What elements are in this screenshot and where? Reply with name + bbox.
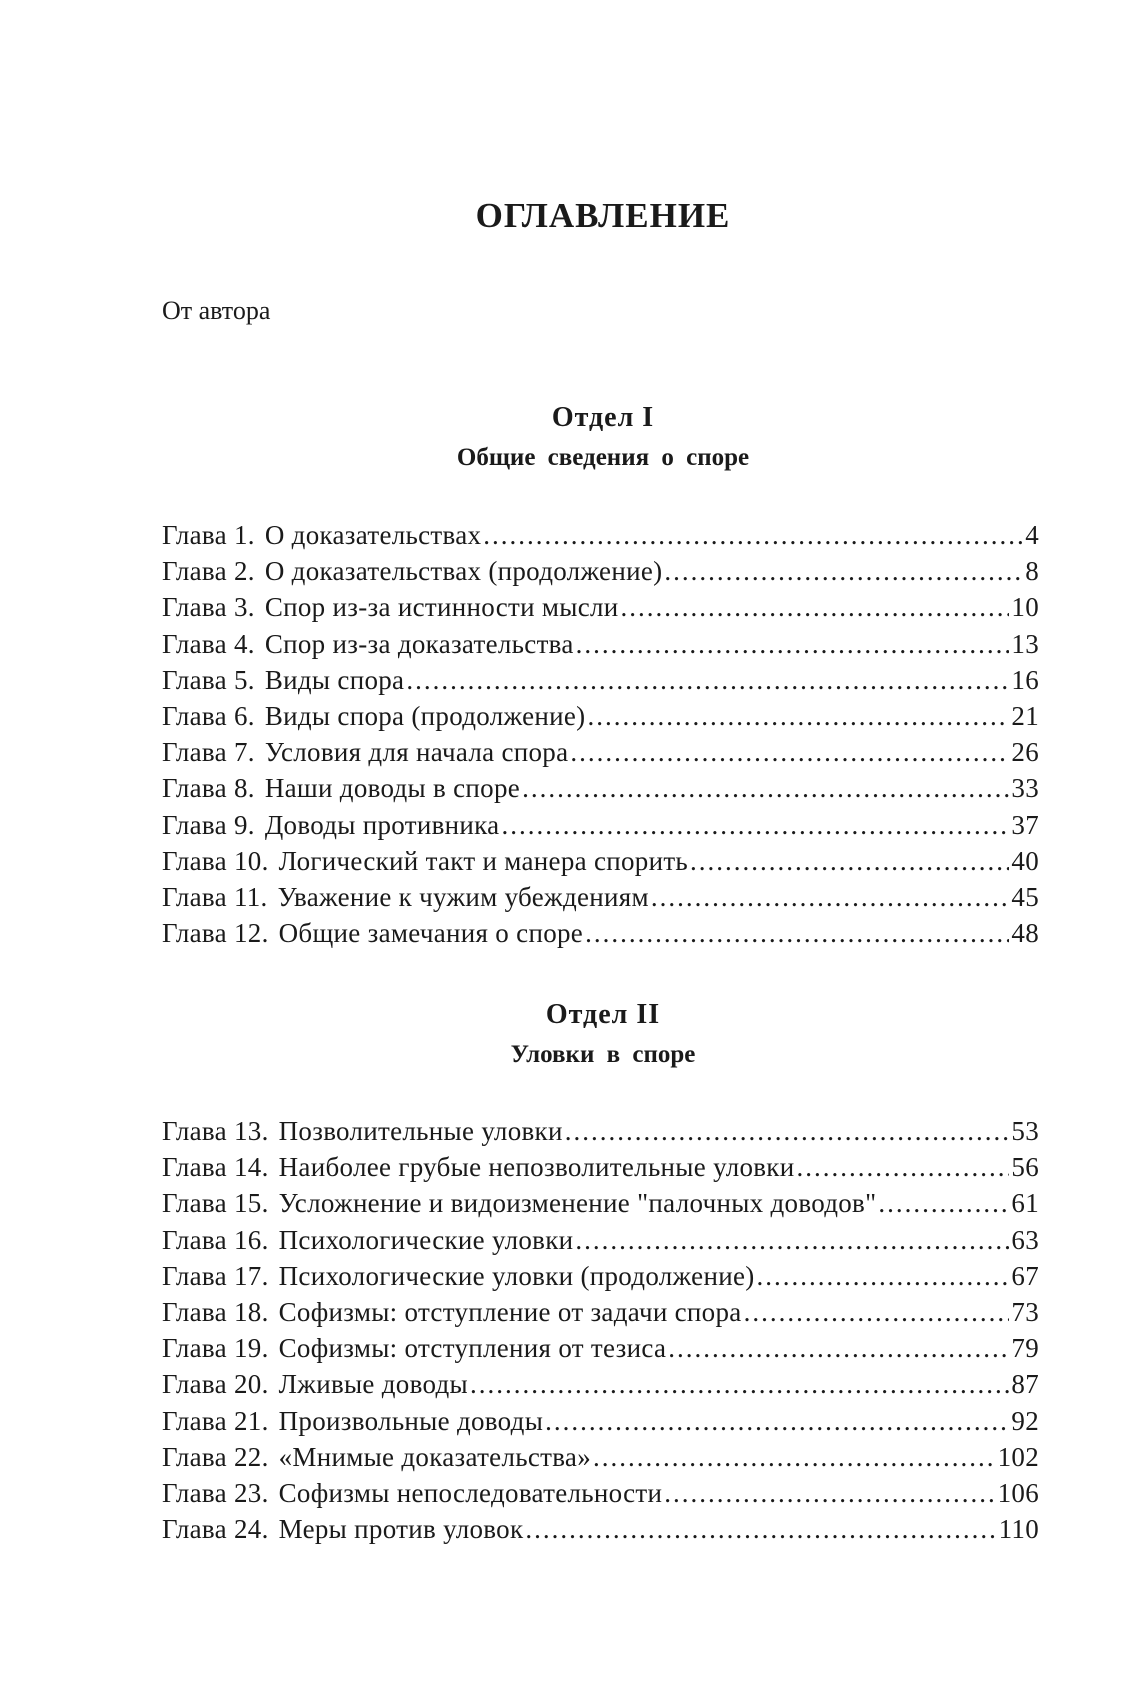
toc-entry[interactable]: [162, 1475, 1039, 1511]
page-number: 53: [1011, 1116, 1039, 1146]
toc-entry[interactable]: [162, 770, 1039, 806]
page-number: 13: [1011, 628, 1039, 659]
page-number: 8: [1025, 556, 1039, 587]
chapter-title: Виды спора (продолжение): [264, 700, 586, 731]
toc-entry[interactable]: [162, 1330, 1039, 1366]
chapter-label: Глава 5.: [162, 664, 255, 695]
chapter-title: Уважение к чужим убеждениям: [277, 881, 649, 912]
toc-entry[interactable]: [162, 662, 1039, 698]
dot-leader: [664, 1475, 995, 1511]
dot-leader: [587, 698, 1009, 734]
toc-entry[interactable]: [162, 1511, 1039, 1547]
chapter-title: Психологические уловки (продолжение): [278, 1260, 755, 1291]
page-number: 61: [1011, 1188, 1039, 1219]
dot-leader: [575, 1222, 1009, 1258]
chapter-title: Психологические уловки: [278, 1224, 574, 1255]
chapter-label: Глава 20.: [162, 1369, 269, 1400]
dot-leader: [406, 662, 1009, 698]
section-header: [0, 398, 1140, 478]
dot-leader: [570, 734, 1009, 770]
section-subtitle: Уловки в споре: [510, 1041, 696, 1068]
page-number: 48: [1011, 918, 1039, 949]
chapter-label: Глава 8.: [162, 773, 255, 804]
dot-leader: [690, 843, 1009, 879]
chapter-label: Глава 17.: [162, 1260, 269, 1291]
chapter-title: Произвольные доводы: [278, 1405, 544, 1436]
toc-entry[interactable]: [162, 1258, 1039, 1294]
toc-entry[interactable]: [162, 1149, 1039, 1185]
chapter-title: Условия для начала спора: [264, 737, 569, 768]
chapter-label: Глава 24.: [162, 1514, 269, 1545]
page-number: 33: [1011, 773, 1039, 804]
page-number: 4: [1025, 520, 1039, 550]
chapter-label: Глава 18.: [162, 1296, 269, 1327]
toc-entry[interactable]: [162, 1113, 1039, 1149]
chapter-label: Глава 23.: [162, 1477, 269, 1508]
page-number: 26: [1011, 737, 1039, 768]
chapter-title: Наиболее грубые непозволительные уловки: [278, 1152, 795, 1183]
section-title: Отдел II: [545, 999, 661, 1030]
preface-entry[interactable]: От автора: [162, 296, 271, 325]
toc-entry[interactable]: [162, 589, 1039, 625]
toc-list-section-1: [162, 517, 1039, 951]
dot-leader: [668, 1330, 1009, 1366]
toc-entry[interactable]: [162, 1439, 1039, 1475]
chapter-title: О доказательствах (продолжение): [264, 556, 663, 587]
page-number: 102: [997, 1441, 1039, 1472]
page-title: ОГЛАВЛЕНИЕ: [475, 196, 731, 235]
chapter-title: Усложнение и видоизменение "палочных доводов": [278, 1188, 877, 1219]
chapter-title: Софизмы: отступления от тезиса: [278, 1333, 667, 1364]
dot-leader: [545, 1403, 1009, 1439]
toc-entry[interactable]: [162, 626, 1039, 662]
chapter-title: Спор из-за доказательства: [264, 628, 574, 659]
chapter-label: Глава 10.: [162, 845, 269, 876]
page-number: 10: [1011, 592, 1039, 623]
dot-leader: [757, 1258, 1010, 1294]
page-number: 56: [1011, 1152, 1039, 1183]
chapter-title: Позволительные уловки: [278, 1116, 563, 1146]
chapter-label: Глава 16.: [162, 1224, 269, 1255]
toc-entry[interactable]: [162, 1222, 1039, 1258]
page-number: 37: [1011, 809, 1039, 840]
dot-leader: [565, 1113, 1010, 1149]
chapter-label: Глава 3.: [162, 592, 255, 623]
chapter-title: Виды спора: [264, 664, 405, 695]
toc-entry[interactable]: [162, 1366, 1039, 1402]
dot-leader: [501, 807, 1009, 843]
chapter-title: Доводы противника: [264, 809, 500, 840]
toc-entry[interactable]: [162, 698, 1039, 734]
page-number: 79: [1011, 1333, 1039, 1364]
chapter-label: Глава 19.: [162, 1333, 269, 1364]
toc-entry[interactable]: [162, 879, 1039, 915]
toc-entry[interactable]: [162, 1185, 1039, 1221]
dot-leader: [522, 770, 1009, 806]
toc-entry[interactable]: [162, 843, 1039, 879]
dot-leader: [651, 879, 1009, 915]
chapter-label: Глава 21.: [162, 1405, 269, 1436]
page-number: 106: [997, 1477, 1039, 1508]
page-number: 63: [1011, 1224, 1039, 1255]
chapter-title: Общие замечания о споре: [278, 918, 584, 949]
chapter-label: Глава 11.: [162, 881, 268, 912]
dot-leader: [525, 1511, 996, 1547]
toc-entry[interactable]: [162, 553, 1039, 589]
chapter-label: Глава 4.: [162, 628, 255, 659]
section-header: [0, 995, 1140, 1075]
toc-entry[interactable]: [162, 517, 1039, 553]
chapter-label: Глава 22.: [162, 1441, 269, 1472]
page-number: 110: [998, 1514, 1039, 1545]
dot-leader: [796, 1149, 1009, 1185]
toc-entry[interactable]: [162, 807, 1039, 843]
dot-leader: [576, 626, 1010, 662]
page-number: 40: [1011, 845, 1039, 876]
page-number: 45: [1011, 881, 1039, 912]
dot-leader: [483, 517, 1023, 553]
toc-entry[interactable]: [162, 734, 1039, 770]
page-number: 16: [1011, 664, 1039, 695]
page-number: 92: [1011, 1405, 1039, 1436]
dot-leader: [621, 589, 1010, 625]
chapter-label: Глава 7.: [162, 737, 255, 768]
toc-entry[interactable]: [162, 1403, 1039, 1439]
chapter-label: Глава 2.: [162, 556, 255, 587]
chapter-title: Спор из-за истинности мысли: [264, 592, 619, 623]
chapter-label: Глава 6.: [162, 700, 255, 731]
page-number: 73: [1011, 1296, 1039, 1327]
chapter-title: Логический такт и манера спорить: [278, 845, 689, 876]
toc-entry[interactable]: [162, 915, 1039, 951]
chapter-label: Глава 14.: [162, 1152, 269, 1183]
section-title: Отдел I: [551, 402, 655, 433]
dot-leader: [744, 1294, 1010, 1330]
toc-entry[interactable]: [162, 1294, 1039, 1330]
dot-leader: [585, 915, 1009, 951]
dot-leader: [470, 1366, 1009, 1402]
dot-leader: [878, 1185, 1009, 1221]
chapter-title: Софизмы непоследовательности: [278, 1477, 663, 1508]
chapter-label: Глава 9.: [162, 809, 255, 840]
chapter-title: Меры против уловок: [278, 1514, 524, 1545]
toc-list-section-2: [162, 1113, 1039, 1547]
chapter-title: Софизмы: отступление от задачи спора: [278, 1296, 742, 1327]
chapter-title: О доказательствах: [264, 520, 482, 550]
chapter-title: Наши доводы в споре: [264, 773, 521, 804]
page-number: 87: [1011, 1369, 1039, 1400]
section-subtitle: Общие сведения о споре: [456, 444, 750, 471]
page-number: 21: [1011, 700, 1039, 731]
chapter-title: «Мнимые доказательства»: [278, 1441, 592, 1472]
chapter-label: Глава 15.: [162, 1188, 269, 1219]
chapter-label: Глава 13.: [162, 1116, 269, 1146]
chapter-label: Глава 12.: [162, 918, 269, 949]
dot-leader: [664, 553, 1023, 589]
chapter-label: Глава 1.: [162, 520, 255, 550]
dot-leader: [593, 1439, 996, 1475]
page-number: 67: [1011, 1260, 1039, 1291]
chapter-title: Лживые доводы: [278, 1369, 468, 1400]
